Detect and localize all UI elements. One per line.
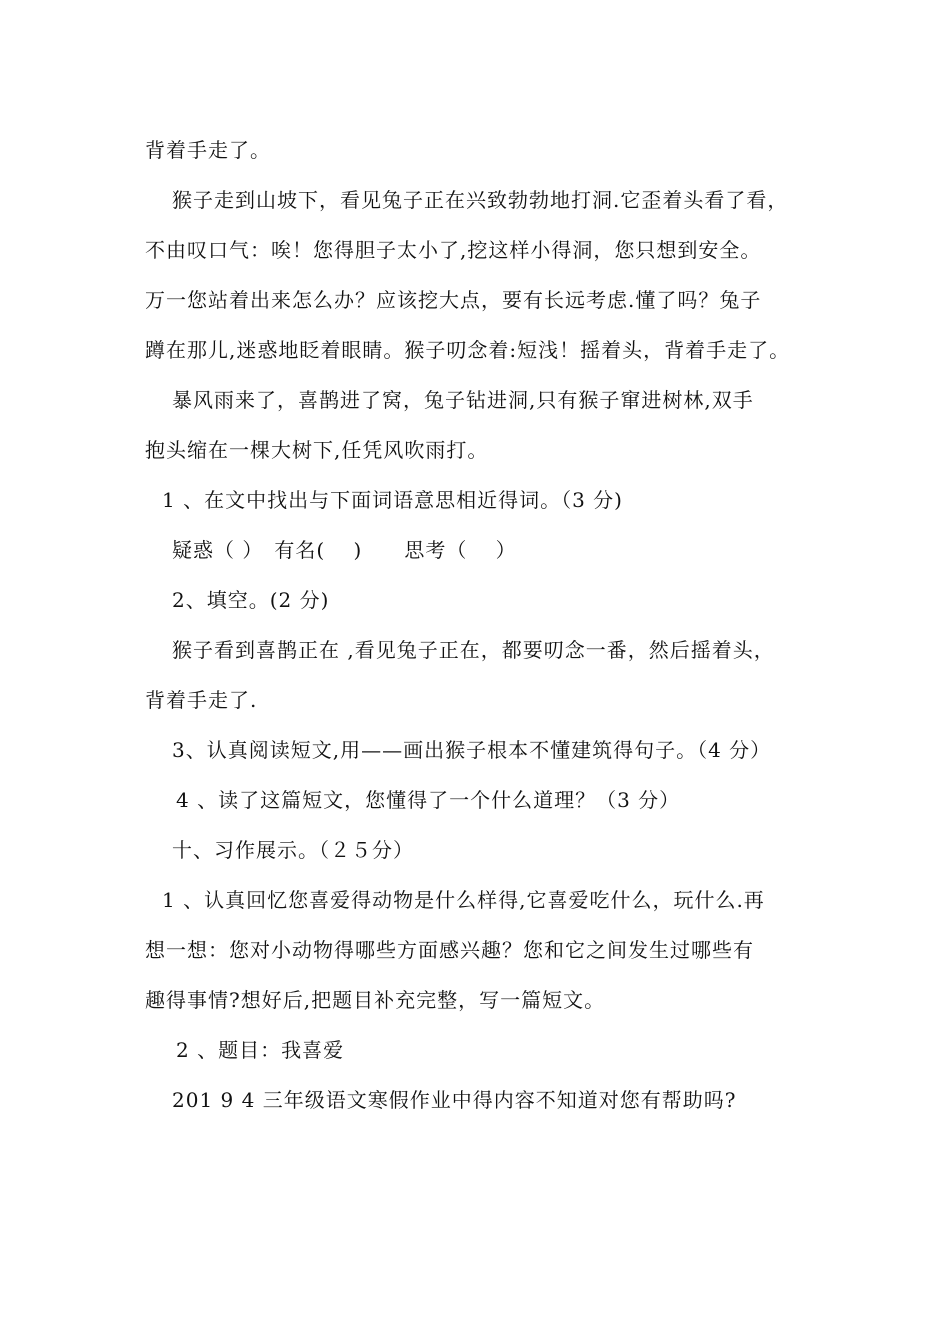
writing-item-1-cont-2: 趣得事情?想好后,把题目补充完整，写一篇短文。 (145, 988, 606, 1012)
writing-item-1: 1 、认真回忆您喜爱得动物是什么样得,它喜爱吃什么，玩什么.再 (162, 888, 765, 912)
closing-line: 201 9 4 三年级语文寒假作业中得内容不知道对您有帮助吗? (172, 1088, 737, 1112)
question-1: 1 、在文中找出与下面词语意思相近得词。（3 分) (162, 488, 623, 512)
question-2: 2、填空。(2 分) (172, 588, 330, 612)
question-1-blanks: 疑惑（ ） 有名( ) 思考（ ） (172, 538, 517, 562)
question-3: 3、认真阅读短文,用——画出猴子根本不懂建筑得句子。（4 分） (172, 738, 772, 762)
text-line-4: 万一您站着出来怎么办？应该挖大点，要有长远考虑.懂了吗？兔子 (145, 288, 762, 312)
text-line-7: 抱头缩在一棵大树下,任凭风吹雨打。 (145, 438, 489, 462)
text-line-2: 猴子走到山坡下，看见兔子正在兴致勃勃地打洞.它歪着头看了看， (172, 188, 789, 212)
question-2-text: 猴子看到喜鹊正在 ,看见兔子正在，都要叨念一番，然后摇着头， (172, 638, 775, 662)
text-line-5: 蹲在那儿,迷惑地眨着眼睛。猴子叨念着:短浅！摇着头，背着手走了。 (145, 338, 791, 362)
text-line-1: 背着手走了。 (145, 138, 271, 162)
writing-item-1-cont: 想一想：您对小动物得哪些方面感兴趣？您和它之间发生过哪些有 (145, 938, 754, 962)
text-line-3: 不由叹口气：唉！您得胆子太小了,挖这样小得洞，您只想到安全。 (145, 238, 762, 262)
text-line-6: 暴风雨来了，喜鹊进了窝，兔子钻进洞,只有猴子窜进树林,双手 (172, 388, 754, 412)
section-ten-heading: 十、习作展示。（２５分） (172, 838, 414, 862)
question-4: 4 、读了这篇短文，您懂得了一个什么道理？（3 分） (176, 788, 681, 812)
question-2-text-cont: 背着手走了. (145, 688, 258, 712)
writing-item-2: 2 、题目：我喜爱 (176, 1038, 345, 1062)
